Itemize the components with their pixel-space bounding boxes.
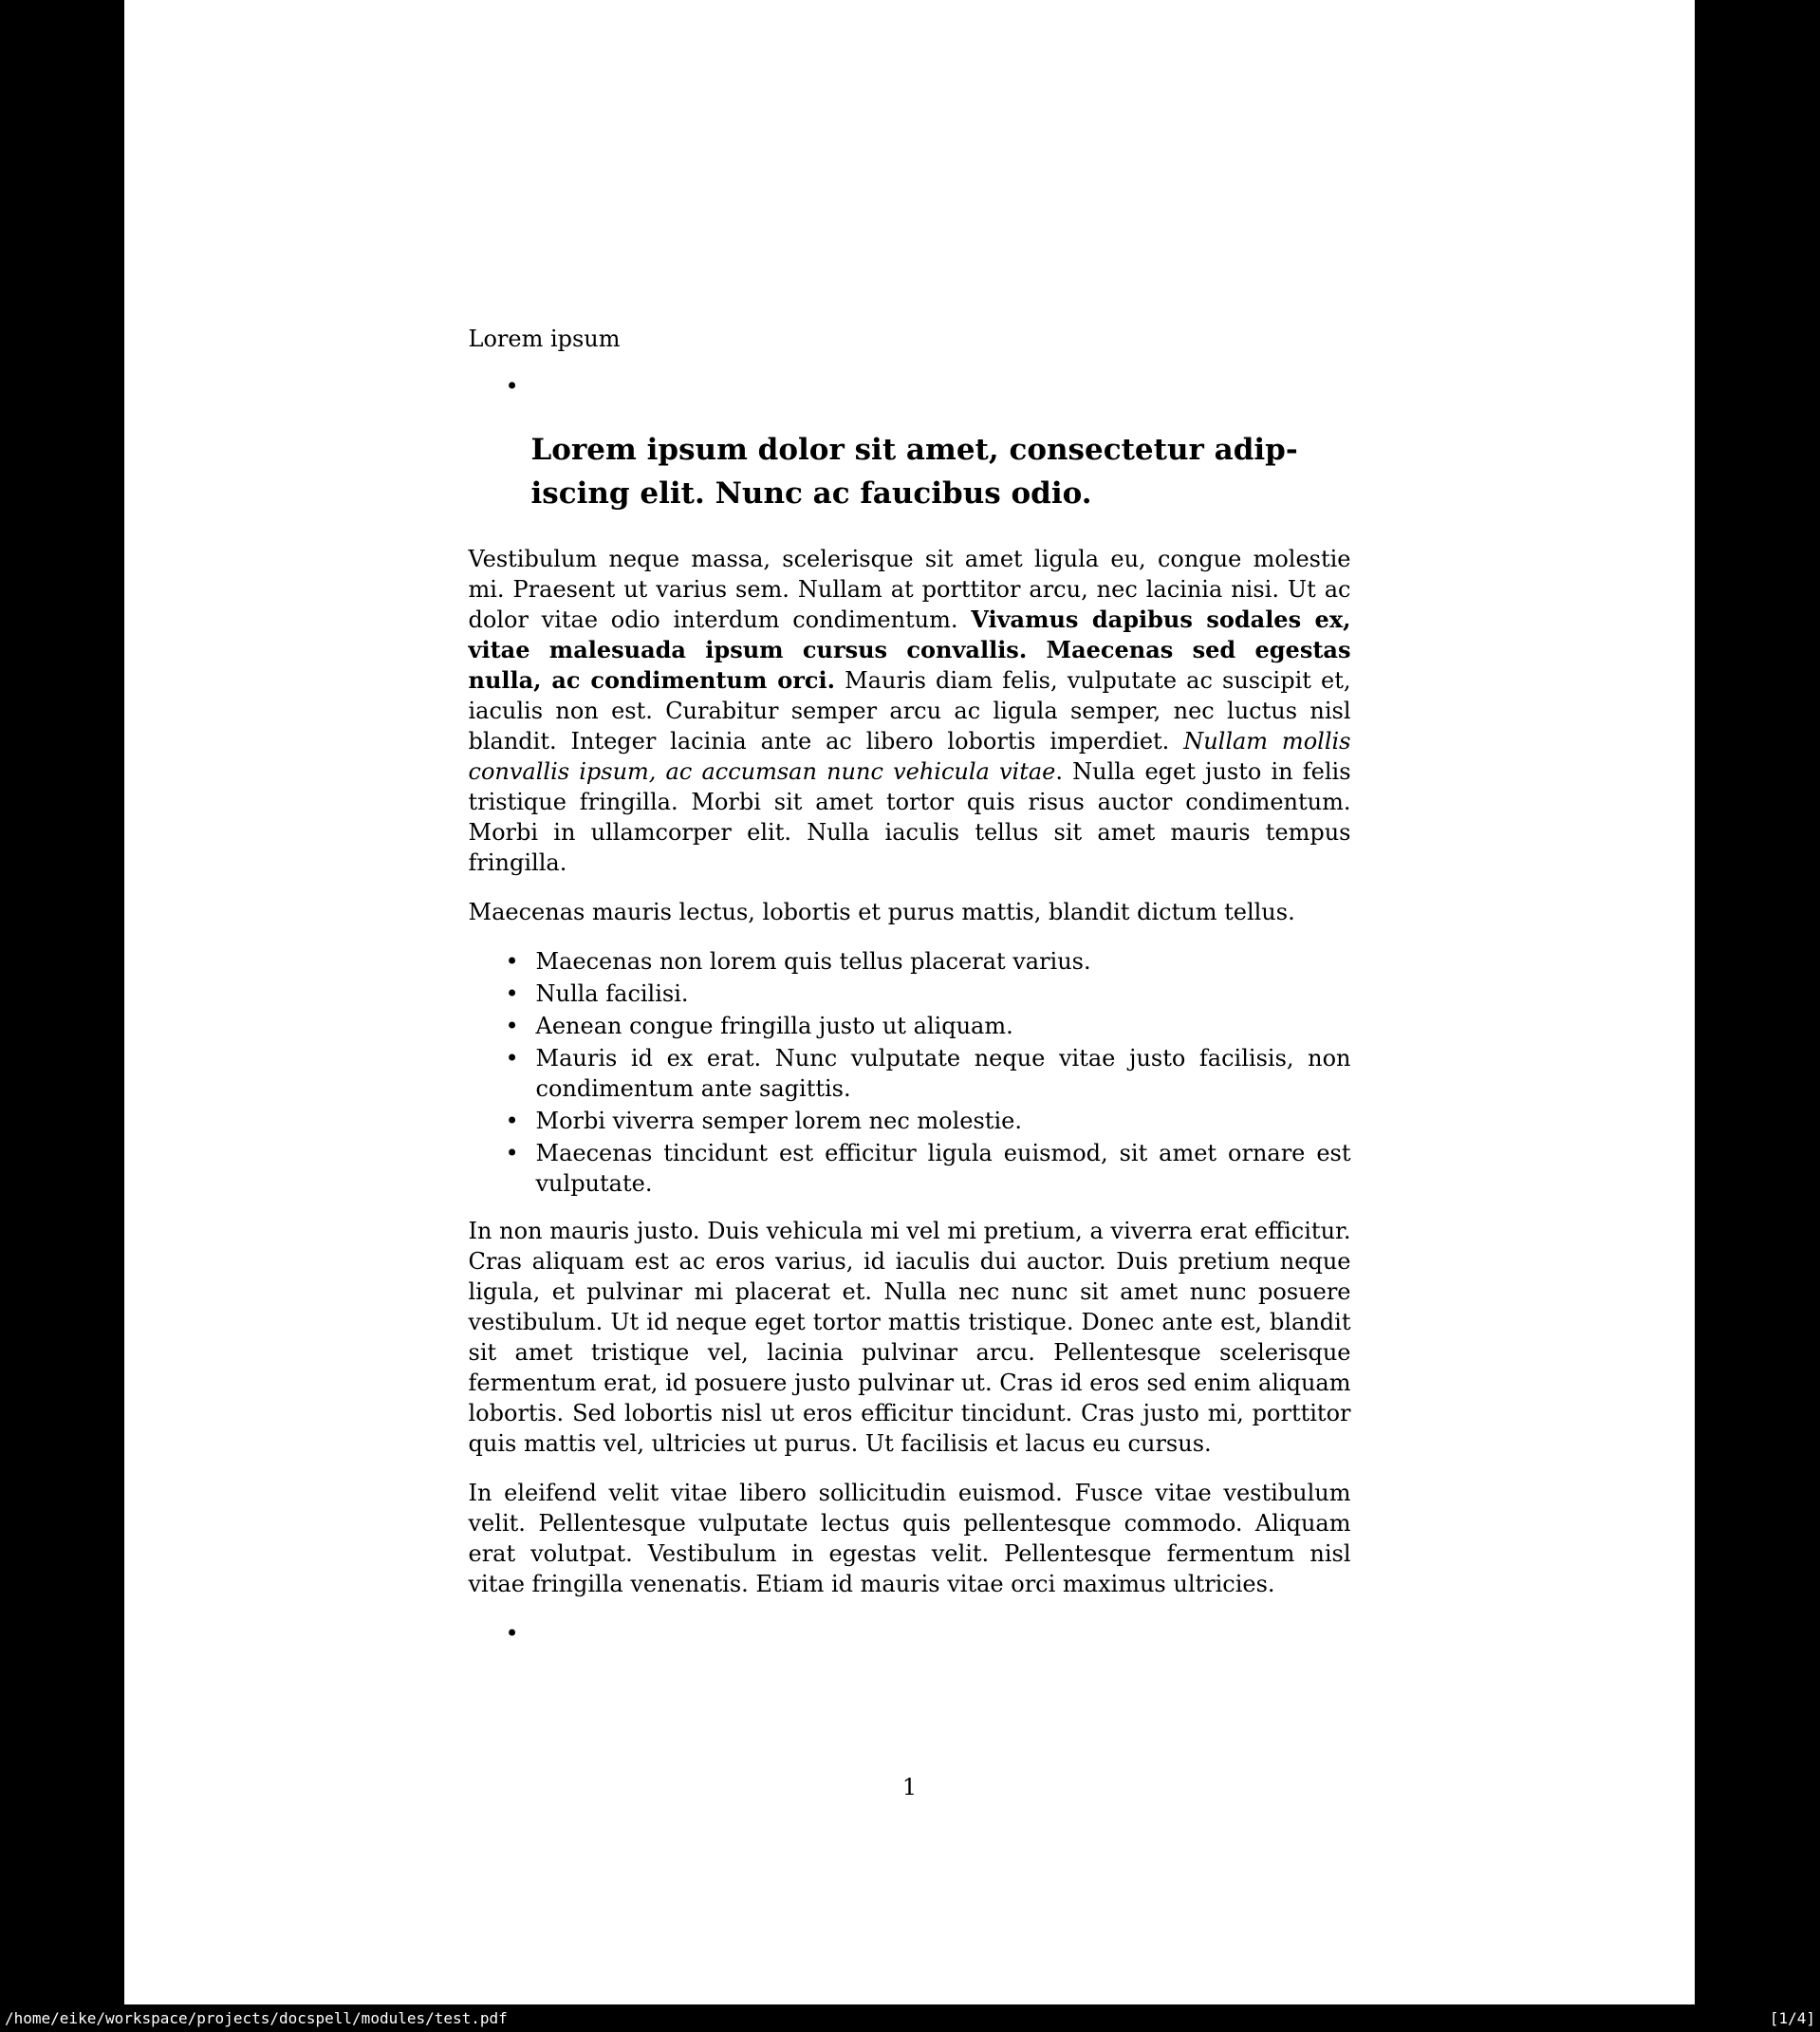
bullet-icon: •: [505, 1013, 519, 1039]
body-paragraph-2: Maecenas mauris lectus, lobortis et purus mattis, blandit dictum tellus.: [468, 899, 1295, 925]
section-heading-line2: iscing elit. Nunc ac faucibus odio.: [530, 476, 1092, 511]
body-paragraph-3: In non mauris justo. Duis vehicula mi vel mi pretium, a viverra erat efficitur. Cras aliquam est ac eros varius, id iaculis dui auctor. Duis pretium neque ligula, et pulvinar mi placerat et. Nulla nec nunc sit amet nunc posuere vestibulum. Ut id neque eget tortor mattis tristique. Donec ante est, blandit sit amet tristique vel, lacinia pulvinar arcu. Pellentesque scelerisque fermentum erat, id posuere justo pulvinar ut. Cras id eros sed enim aliquam lobortis. Sed lobortis nisl ut eros efficitur tincidunt. Cras justo mi, porttitor quis mattis vel, ultricies ut purus. Ut facilisis et lacus eu cursus.: [468, 1218, 1351, 1457]
bullet-icon: •: [505, 1140, 519, 1166]
list-item: [469, 979, 1351, 1009]
list-item-text: Maecenas tincidunt est efficitur ligula euismod, sit amet ornare est vulputate.: [535, 1140, 1351, 1197]
bullet-icon: •: [505, 948, 519, 975]
list-item-text: Nulla facilisi.: [535, 980, 689, 1007]
list-item-text: Maecenas non lorem quis tellus placerat varius.: [535, 948, 1091, 975]
bullet-icon: •: [505, 1620, 519, 1647]
bullet-icon: •: [505, 980, 519, 1007]
file-path: /home/eike/workspace/projects/docspell/modules/test.pdf: [5, 2009, 508, 2027]
bullet-icon: •: [505, 1045, 519, 1072]
status-bar: [0, 2004, 1820, 2032]
paragraph-1-bold-text: Vivamus dapibus sodales ex, vitae malesuada ipsum cursus convallis. Maecenas sed egestas nulla, ac condimentum orci.: [468, 606, 1351, 694]
intro-text: Lorem ipsum: [468, 326, 621, 352]
pdf-page[interactable]: [124, 0, 1695, 2004]
empty-list-item-top: [469, 371, 1351, 401]
list-item: [469, 946, 1351, 977]
page-indicator: [1/4]: [1769, 2009, 1815, 2027]
paragraph-1-text: Vestibulum neque massa, scelerisque sit amet ligula eu, congue molestie mi. Praesent ut varius sem. Nullam at porttitor arcu, nec lacinia nisi. Ut ac dolor vitae odio interdum condimentum.: [468, 546, 1351, 633]
list-item-text: Aenean congue fringilla justo ut aliquam.: [535, 1013, 1013, 1039]
document-content: [469, 0, 1351, 1649]
list-item: [469, 1106, 1351, 1136]
paragraph-1-text-2: Mauris diam felis, vulputate ac suscipit et, iaculis non est. Curabitur semper arcu ac ligula semper, nec luctus nisl blandit. Integer lacinia ante ac libero lobortis imperdiet.: [468, 667, 1351, 755]
bullet-icon: •: [505, 1108, 519, 1134]
list-item: [469, 1043, 1351, 1104]
list-item-text: Mauris id ex erat. Nunc vulputate neque vitae justo facilisis, non condimentum ante sagittis.: [535, 1045, 1351, 1102]
bullet-list: [469, 946, 1351, 1199]
body-paragraph-4: In eleifend velit vitae libero sollicitudin euismod. Fusce vitae vestibulum velit. Pellentesque vulputate lectus quis pellentesque commodo. Aliquam erat volutpat. Vestibulum in egestas velit. Pellentesque fermentum nisl vitae fringilla venenatis. Etiam id mauris vitae orci maximus ultricies.: [468, 1480, 1351, 1597]
list-item: [469, 1011, 1351, 1041]
paragraph-1-italic-text: Nullam mollis convallis ipsum, ac accumsan nunc vehicula vitae: [468, 728, 1351, 785]
page-number: 1: [901, 1774, 918, 1800]
section-heading-line1: Lorem ipsum dolor sit amet, consectetur adip-: [530, 433, 1298, 467]
bullet-icon: •: [505, 373, 519, 400]
list-item-text: Morbi viverra semper lorem nec molestie.: [535, 1108, 1022, 1134]
empty-list-item-bottom: [469, 1618, 1351, 1649]
body-paragraph-1: [469, 544, 1351, 878]
list-item: [469, 1138, 1351, 1199]
section-heading: [531, 428, 1351, 515]
paragraph-1-text-3: . Nulla eget justo in felis tristique fringilla. Morbi sit amet tortor quis risus auctor condimentum. Morbi in ullamcorper elit. Nulla iaculis tellus sit amet mauris tempus fringilla.: [468, 758, 1351, 876]
